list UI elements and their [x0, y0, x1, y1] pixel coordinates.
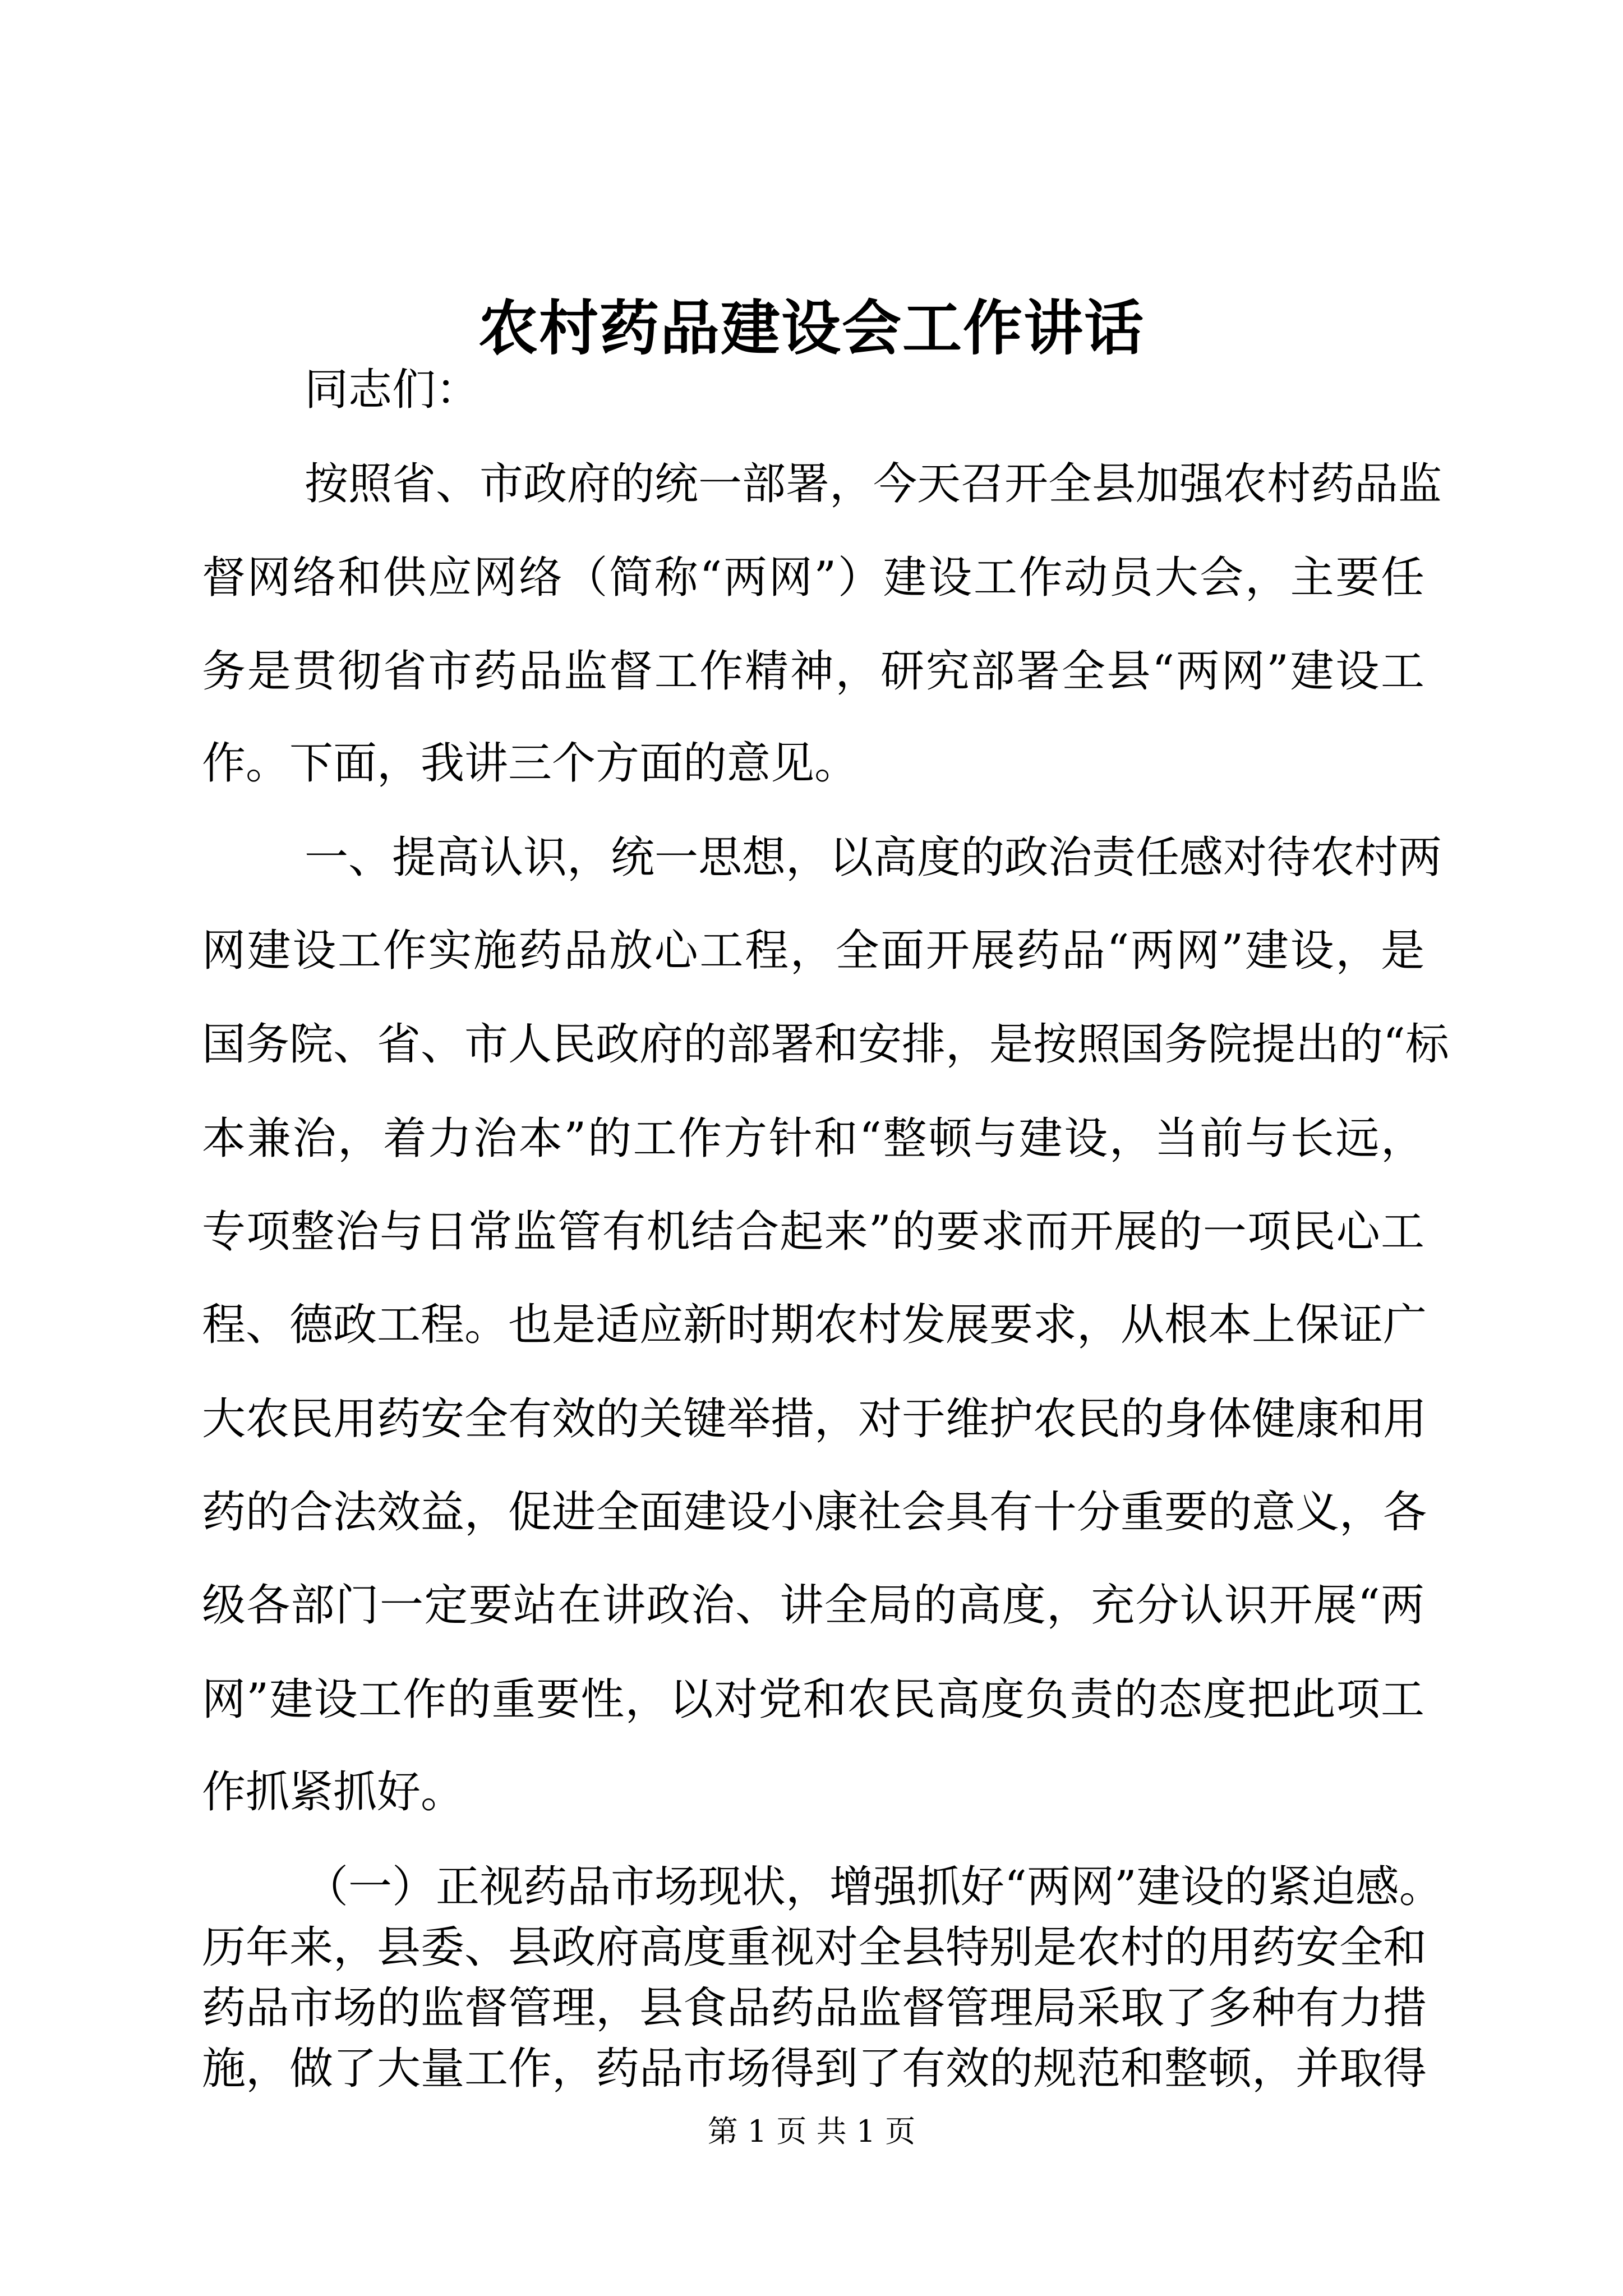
paragraph-line: 务是贯彻省市药品监督工作精神，研究部署全县“两网”建设工	[202, 646, 1424, 697]
paragraph-line: 网”建设工作的重要性，以对党和农民高度负责的态度把此项工	[202, 1674, 1424, 1725]
paragraph-line: 督网络和供应网络（简称“两网”）建设工作动员大会，主要任	[202, 553, 1424, 603]
page-footer: 第 1 页 共 1 页	[707, 2114, 916, 2149]
paragraph-line: 本兼治，着力治本”的工作方针和“整顿与建设，当前与长远，	[202, 1114, 1424, 1164]
paragraph-line: 按照省、市政府的统一部署，今天召开全县加强农村药品监	[305, 459, 1442, 509]
paragraph-line: 专项整治与日常监管有机结合起来”的要求而开展的一项民心工	[202, 1207, 1424, 1257]
paragraph-line: 国务院、省、市人民政府的部署和安排，是按照国务院提出的“标	[202, 1019, 1449, 1070]
paragraph-line: 作。下面，我讲三个方面的意见。	[202, 738, 859, 789]
document-title: 农村药品建设会工作讲话	[478, 293, 1145, 363]
paragraph-line: 历年来，县委、县政府高度重视对全县特别是农村的用药安全和	[202, 1922, 1427, 1973]
paragraph-line: 网建设工作实施药品放心工程，全面开展药品“两网”建设，是	[202, 926, 1424, 976]
salutation: 同志们：	[305, 365, 480, 415]
paragraph-line: 作抓紧抓好。	[202, 1767, 465, 1818]
paragraph-line: 大农民用药安全有效的关键举措，对于维护农民的身体健康和用	[202, 1394, 1427, 1444]
paragraph-line: 药品市场的监督管理，县食品药品监督管理局采取了多种有力措	[202, 1983, 1427, 2033]
paragraph-line: 药的合法效益，促进全面建设小康社会具有十分重要的意义，各	[202, 1487, 1427, 1538]
paragraph-line: 施，做了大量工作，药品市场得到了有效的规范和整顿，并取得	[202, 2044, 1427, 2094]
paragraph-line: 一、提高认识，统一思想，以高度的政治责任感对待农村两	[305, 832, 1442, 883]
paragraph-line: 级各部门一定要站在讲政治、讲全局的高度，充分认识开展“两	[202, 1580, 1424, 1631]
paragraph-line: 程、德政工程。也是适应新时期农村发展要求，从根本上保证广	[202, 1300, 1427, 1350]
section-heading-line: （一）正视药品市场现状，增强抓好“两网”建设的紧迫感。	[305, 1862, 1443, 1912]
